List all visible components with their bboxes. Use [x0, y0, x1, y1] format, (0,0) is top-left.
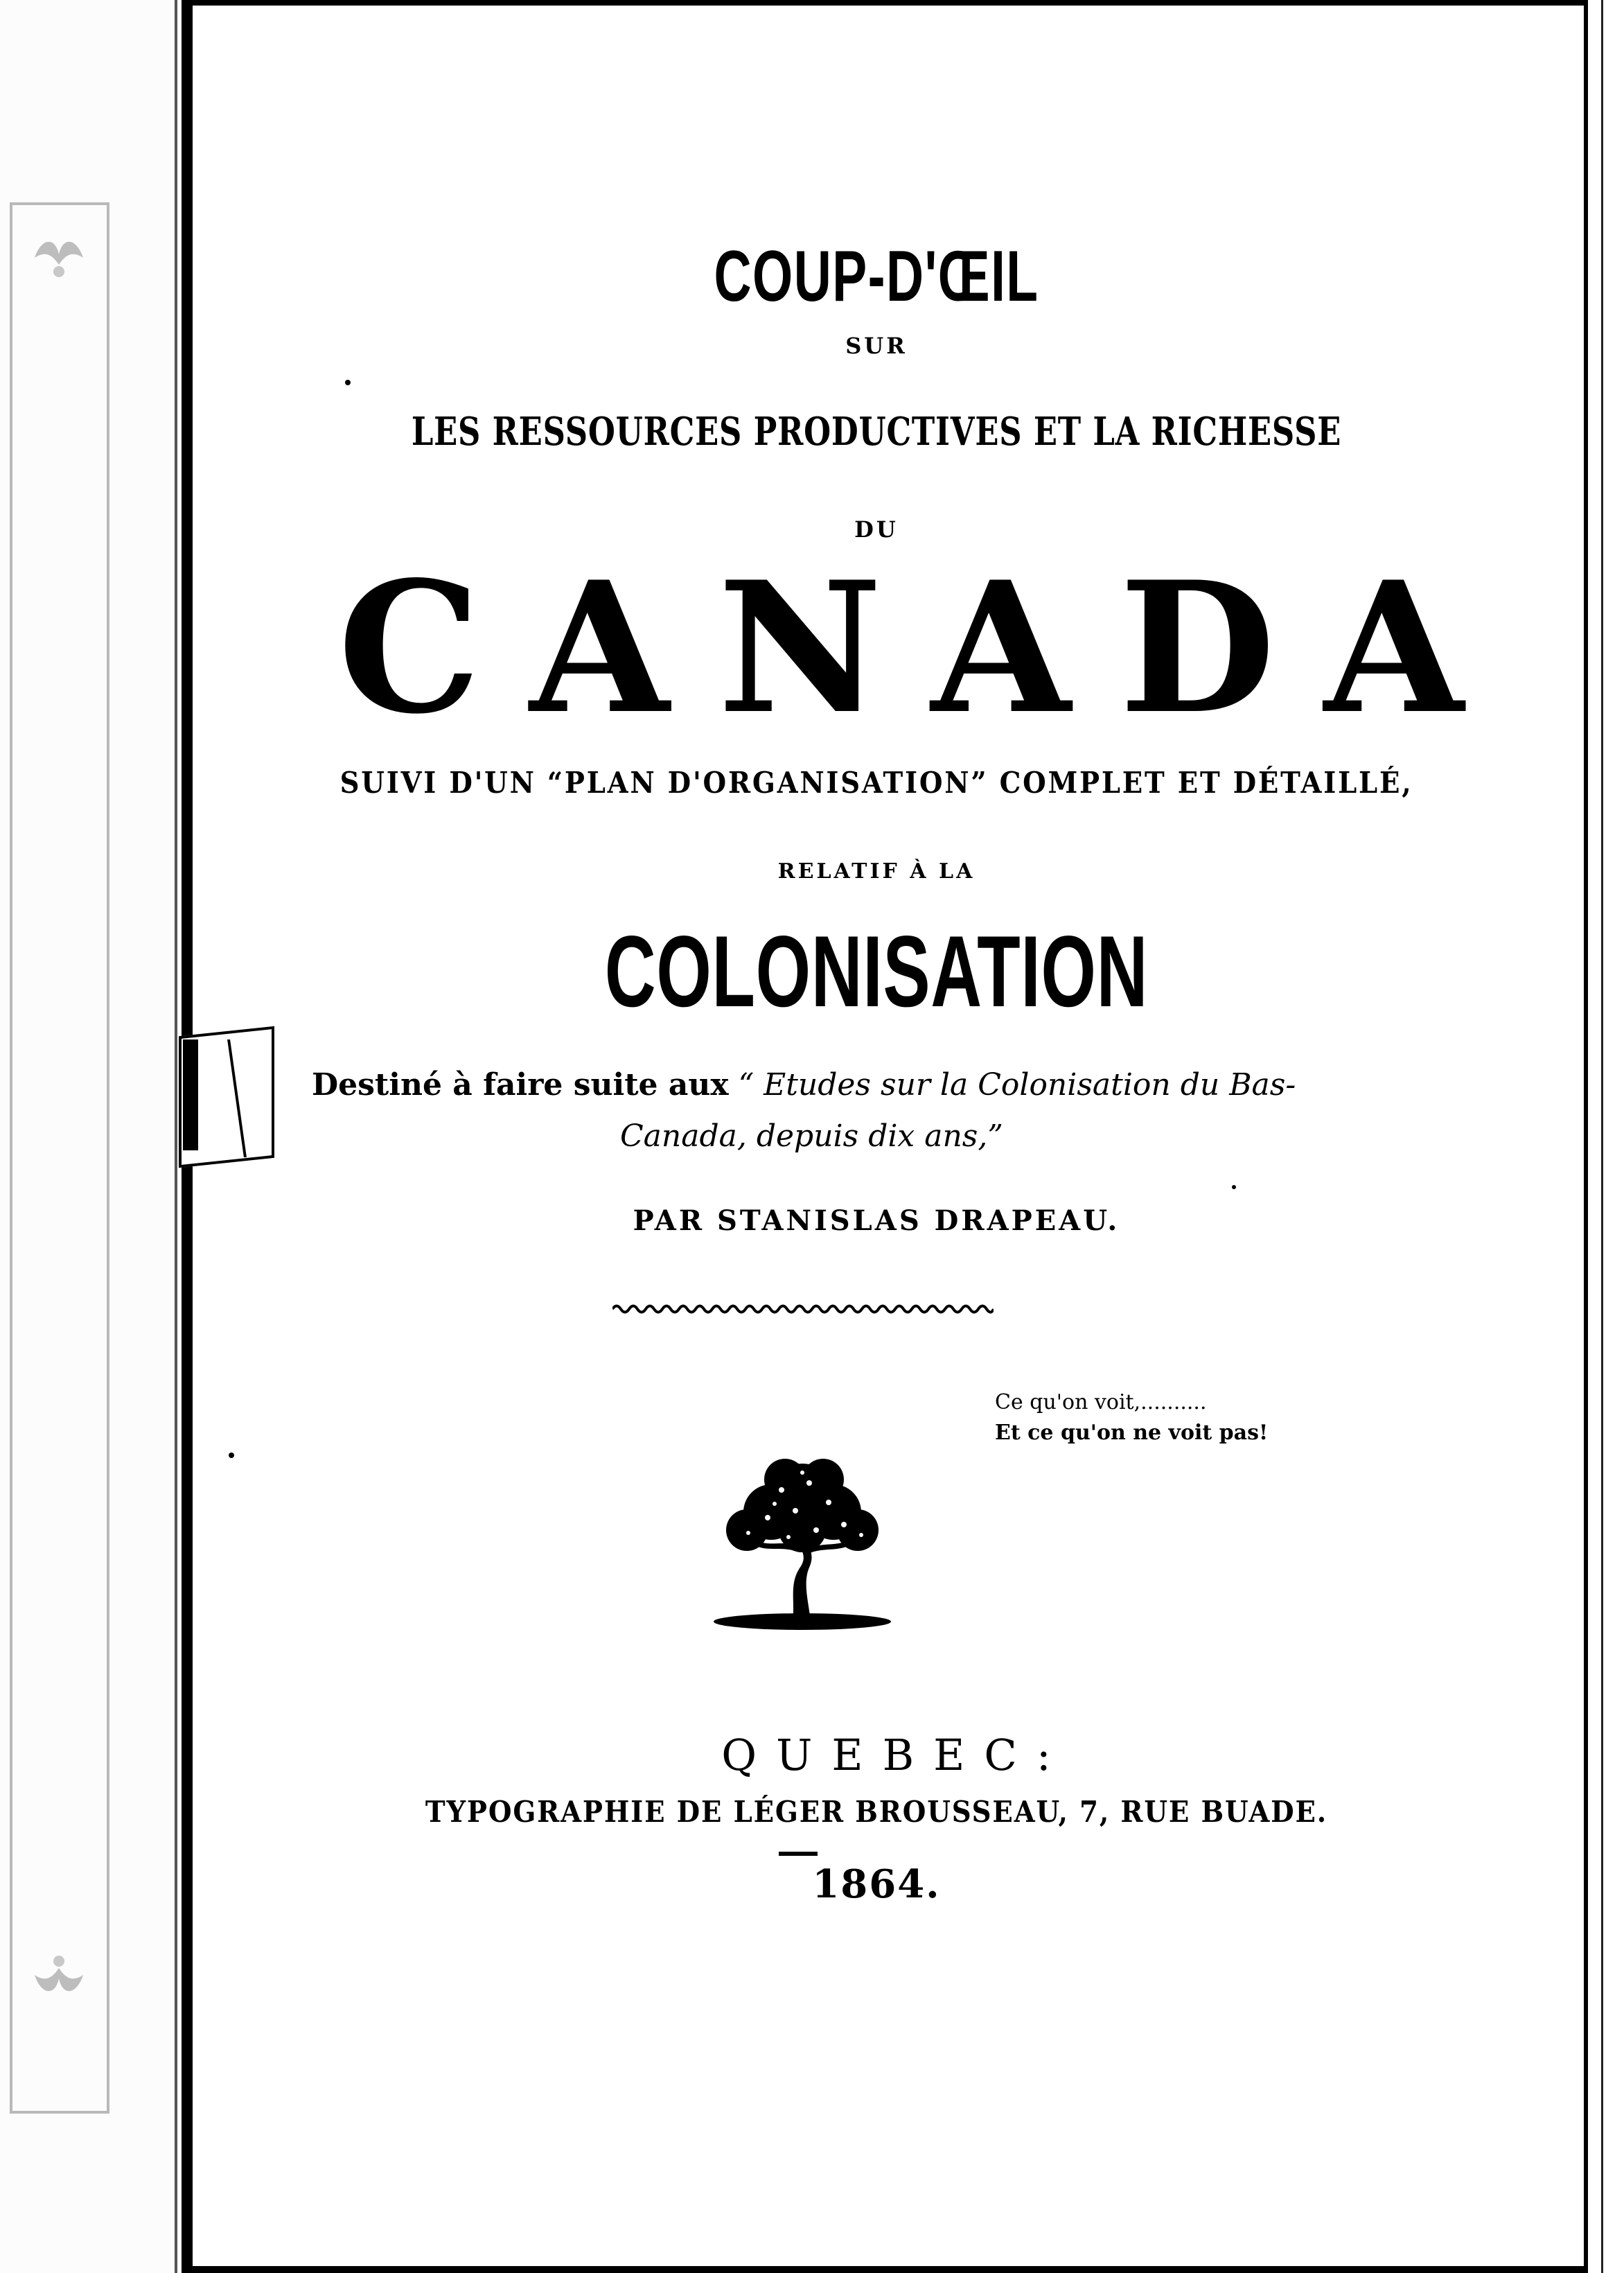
print-speck: [229, 1453, 234, 1458]
page-right-edge: [1584, 0, 1624, 2273]
series-note-line2: Canada, depuis dix ans,”: [620, 1118, 1003, 1154]
page-top-edge: [187, 0, 1587, 6]
series-note-roman: Destiné à faire suite aux: [312, 1067, 729, 1103]
country-heading: CANADA: [337, 543, 1512, 754]
gutter-shadow: [175, 0, 177, 2273]
series-note-italic: “ Etudes sur la Colonisation du Bas-: [738, 1067, 1296, 1103]
facing-leaf-frame: [10, 202, 109, 2114]
print-speck: [345, 380, 351, 385]
connective-du: DU: [854, 516, 899, 543]
author-line: PAR STANISLAS DRAPEAU.: [633, 1204, 1120, 1237]
page-bottom-edge: [187, 2266, 1587, 2273]
imprint-printer: TYPOGRAPHIE DE LÉGER BROUSSEAU, 7, RUE BUADE.: [425, 1795, 1328, 1829]
epigraph-line-2: Et ce qu'on ne voit pas!: [995, 1421, 1269, 1445]
series-note: [312, 1067, 1296, 1103]
facing-leaf: [0, 0, 179, 2273]
fleuron-icon: [21, 216, 97, 292]
binding-tab-shadow: [183, 1039, 198, 1150]
print-speck: [1232, 1185, 1236, 1189]
topic-heading: COLONISATION: [604, 915, 1149, 1028]
wavy-rule-icon: [612, 1300, 994, 1318]
connective-sur: SUR: [845, 333, 908, 359]
epigraph-line-1: Ce qu'on voit,..........: [995, 1390, 1207, 1414]
subtitle-line: SUIVI D'UN “PLAN D'ORGANISATION” COMPLET ET DÉTAILLÉ,: [339, 766, 1413, 800]
tree-vignette-icon: [705, 1448, 899, 1635]
page-right-edge-line: [1601, 0, 1603, 2273]
connective-relatif: RELATIF À LA: [777, 859, 976, 884]
fleuron-icon: [21, 1940, 97, 2017]
imprint-rule: [779, 1852, 818, 1856]
subject-line: LES RESSOURCES PRODUCTIVES ET LA RICHESSE: [411, 409, 1342, 455]
imprint-year: 1864.: [812, 1861, 941, 1907]
imprint-city: QUEBEC:: [721, 1730, 1070, 1780]
title-line: COUP-D'ŒIL: [714, 236, 1039, 317]
